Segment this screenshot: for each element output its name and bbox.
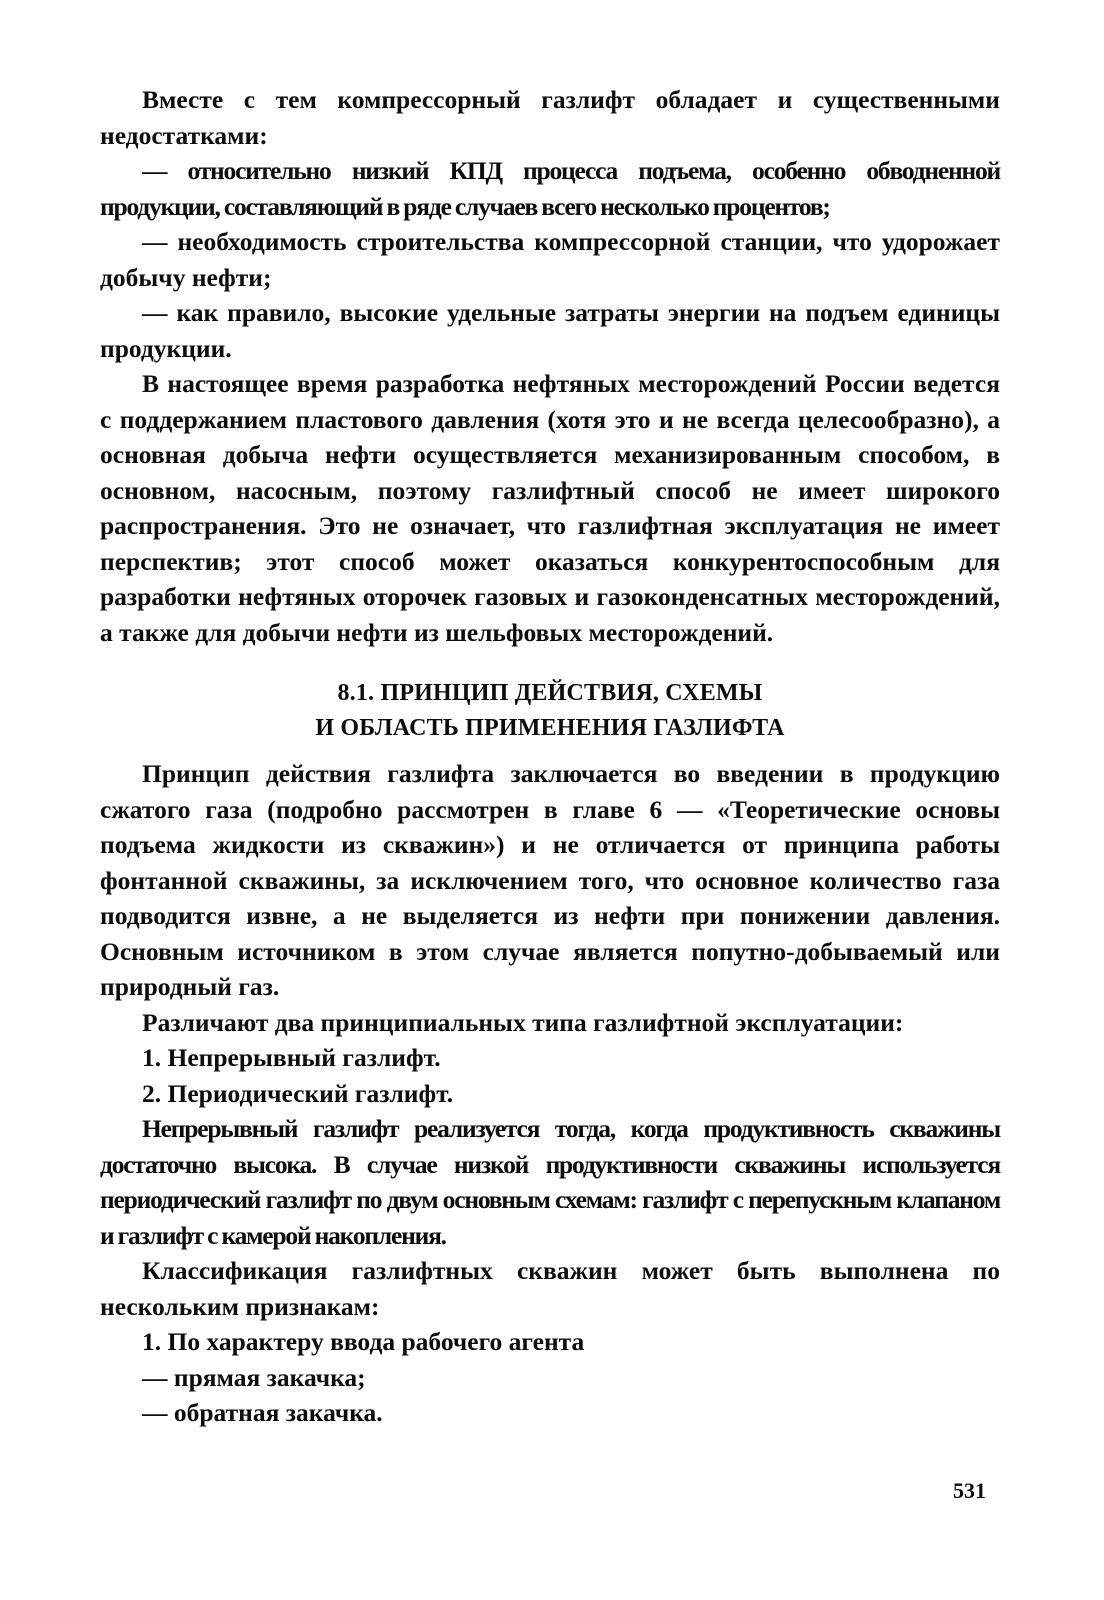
paragraph-continuous-vs-periodic: Непрерывный газлифт реализуется тогда, когда продуктивность скважины достаточно высока. В случае низкой продуктивности скважины используется периодический газлифт по двум основным схемам: газлифт с перепускным клапаном и газлифт с камерой накопления. <box>100 1114 1000 1250</box>
paragraph-current-development: В настоящее время разработка нефтяных месторождений России ведется с поддержанием пластового давления (хотя это и не всегда целесообразно), а основная добыча нефти осуществляется механизированным способом, в основном, насосным, поэтому газлифтный способ не имеет широкого распространения. Это не означает, что газлифтная эксплуатация не имеет перспектив; этот способ может оказаться конкурентоспособным для разработки нефтяных оторочек газовых и газоконденсатных месторождений, а также для добычи нефти из шельфовых месторождений. <box>100 369 1000 647</box>
list-item-reverse-injection: — обратная закачка. <box>142 1398 383 1427</box>
list-item-direct-injection: — прямая закачка; <box>142 1362 366 1392</box>
list-item-periodic-gaslift: 2. Периодический газлифт. <box>142 1078 454 1108</box>
paragraph-disadvantages-intro: Вместе с тем компрессорный газлифт обладает и существенными недостатками: <box>100 85 1000 150</box>
paragraph-classification: Классификация газлифтных скважин может быть выполнена по нескольким признакам: <box>100 1256 1000 1321</box>
list-item-compressor-station: — необходимость строительства компрессорной станции, что удорожает добычу нефти; <box>100 227 1000 292</box>
list-item-agent-input: 1. По характеру ввода рабочего агента <box>142 1327 585 1356</box>
list-item-energy-costs: — как правило, высокие удельные затраты энергии на подъем единицы продукции. <box>100 298 1000 363</box>
paragraph-two-types: Различают два принципиальных типа газлифтной эксплуатации: <box>142 1007 904 1037</box>
section-heading-line-2: И ОБЛАСТЬ ПРИМЕНЕНИЯ ГАЗЛИФТА <box>315 715 785 741</box>
section-heading <box>100 676 1000 746</box>
list-item-continuous-gaslift: 1. Непрерывный газлифт. <box>142 1043 441 1072</box>
page-body <box>100 82 1000 1431</box>
page-number: 531 <box>953 1478 986 1503</box>
list-item-low-efficiency: — относительно низкий КПД процесса подъема, особенно обводненной продукции, составляющий в ряде случаев всего несколько процентов; <box>100 156 1000 221</box>
paragraph-operating-principle: Принцип действия газлифта заключается во введении в продукцию сжатого газа (подробно рассмотрен в главе 6 — «Теоретические основы подъема жидкости из скважин») и не отличается от принципа работы фонтанной скважины, за исключением того, что основное количество газа подводится извне, а не выделяется из нефти при понижении давления. Основным источником в этом случае является попутно-добываемый или природный газ. <box>100 759 1000 1001</box>
section-heading-line-1: 8.1. ПРИНЦИП ДЕЙСТВИЯ, СХЕМЫ <box>337 680 763 706</box>
